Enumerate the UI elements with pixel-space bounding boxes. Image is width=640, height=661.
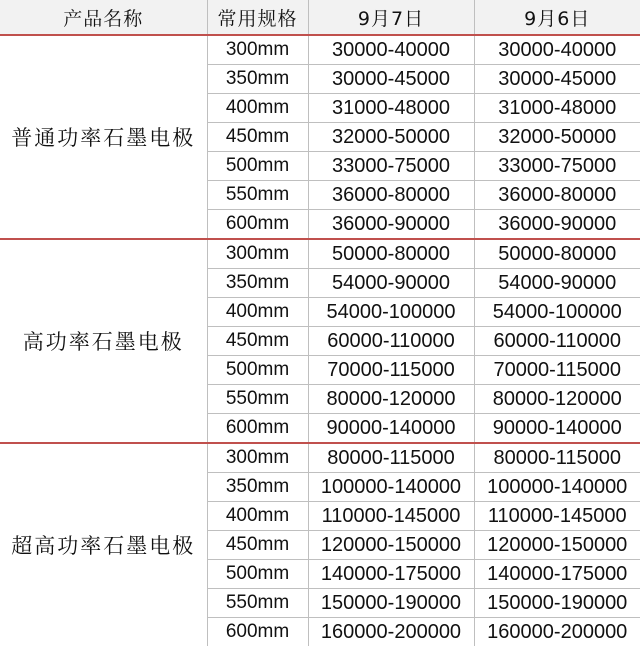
spec-cell: 350mm [207,473,308,502]
header-row [0,0,640,35]
spec-cell: 600mm [207,414,308,444]
price-cell-date-2: 36000-80000 [474,181,640,210]
price-cell-date-2: 60000-110000 [474,327,640,356]
price-cell-date-1: 120000-150000 [308,531,474,560]
price-cell-date-2: 54000-90000 [474,269,640,298]
header-product-name: 产品名称 [0,0,207,35]
price-cell-date-2: 31000-48000 [474,94,640,123]
price-cell-date-1: 33000-75000 [308,152,474,181]
price-cell-date-2: 30000-40000 [474,35,640,65]
product-name-cell: 超高功率石墨电极 [0,443,207,646]
spec-cell: 500mm [207,356,308,385]
price-cell-date-2: 110000-145000 [474,502,640,531]
table-row [0,443,640,473]
price-cell-date-1: 110000-145000 [308,502,474,531]
price-cell-date-2: 32000-50000 [474,123,640,152]
spec-cell: 350mm [207,65,308,94]
spec-cell: 500mm [207,560,308,589]
table-row [0,35,640,65]
price-cell-date-2: 33000-75000 [474,152,640,181]
price-cell-date-1: 90000-140000 [308,414,474,444]
price-cell-date-1: 31000-48000 [308,94,474,123]
price-cell-date-2: 150000-190000 [474,589,640,618]
price-cell-date-2: 30000-45000 [474,65,640,94]
price-cell-date-2: 90000-140000 [474,414,640,444]
price-cell-date-1: 30000-40000 [308,35,474,65]
spec-cell: 550mm [207,589,308,618]
spec-cell: 450mm [207,327,308,356]
header-date-2: 9月6日 [474,0,640,35]
product-name-cell: 普通功率石墨电极 [11,126,196,150]
price-cell-date-2: 100000-140000 [474,473,640,502]
price-cell-date-1: 36000-80000 [308,181,474,210]
spec-cell: 350mm [207,269,308,298]
price-cell-date-1: 60000-110000 [308,327,474,356]
spec-cell: 500mm [207,152,308,181]
spec-cell: 300mm [207,443,308,473]
spec-cell: 550mm [207,385,308,414]
spec-cell: 400mm [207,298,308,327]
spec-cell: 400mm [207,502,308,531]
price-cell-date-1: 140000-175000 [308,560,474,589]
price-cell-date-1: 32000-50000 [308,123,474,152]
price-cell-date-1: 54000-90000 [308,269,474,298]
price-cell-date-2: 120000-150000 [474,531,640,560]
price-cell-date-1: 80000-115000 [308,443,474,473]
price-cell-date-1: 70000-115000 [308,356,474,385]
spec-cell: 600mm [207,618,308,647]
price-cell-date-1: 150000-190000 [308,589,474,618]
price-cell-date-2: 80000-115000 [474,443,640,473]
header-date-1: 9月7日 [308,0,474,35]
spec-cell: 300mm [207,239,308,269]
price-cell-date-1: 80000-120000 [308,385,474,414]
price-cell-date-2: 80000-120000 [474,385,640,414]
price-cell-date-1: 100000-140000 [308,473,474,502]
spec-cell: 550mm [207,181,308,210]
spec-cell: 450mm [207,123,308,152]
price-cell-date-2: 54000-100000 [474,298,640,327]
price-cell-date-1: 30000-45000 [308,65,474,94]
spec-cell: 300mm [207,35,308,65]
table-row [0,239,640,269]
spec-cell: 450mm [207,531,308,560]
price-cell-date-2: 70000-115000 [474,356,640,385]
price-cell-date-1: 160000-200000 [308,618,474,647]
table-header [0,0,640,35]
header-spec: 常用规格 [207,0,308,35]
price-cell-date-2: 36000-90000 [474,210,640,240]
price-cell-date-2: 140000-175000 [474,560,640,589]
product-name-cell: 高功率石墨电极 [0,239,207,443]
price-cell-date-1: 54000-100000 [308,298,474,327]
table-body [0,35,640,646]
price-cell-date-2: 50000-80000 [474,239,640,269]
price-cell-date-2: 160000-200000 [474,618,640,647]
price-cell-date-1: 50000-80000 [308,239,474,269]
price-cell-date-1: 36000-90000 [308,210,474,240]
spec-cell: 600mm [207,210,308,240]
spec-cell: 400mm [207,94,308,123]
